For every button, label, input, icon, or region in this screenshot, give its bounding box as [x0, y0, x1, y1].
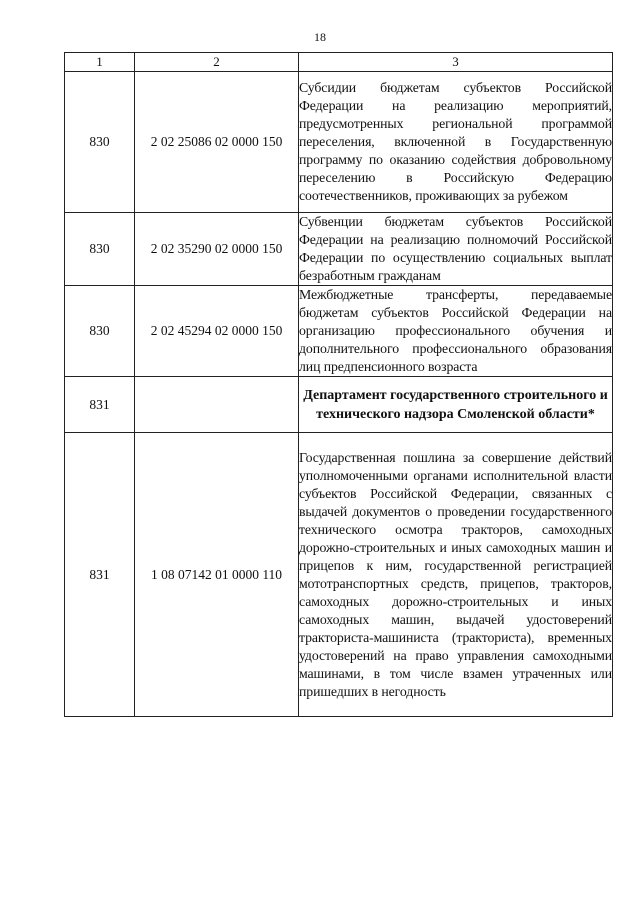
description-cell: Государственная пошлина за совершение действий уполномоченными органами исполнительной власти субъектов Российской Федерации, связанных с выдачей документов о проведении государственного технического осмотра тракторов, самоходных дорожно-строительных и иных самоходных машин и прицепов к ним, государственной регистрацией мототранспортных средств, прицепов, тракторов, самоходных дорожно-строительных и иных самоходных машин, выдачей удостоверений тракториста-машиниста (тракториста), временных удостоверений на право управления самоходными машинами, в том числе взамен утраченных или пришедших в негодность [299, 449, 612, 699]
kbk-code-cell: 2 02 35290 02 0000 150 [135, 213, 299, 286]
table-row-department-heading [65, 377, 613, 433]
table-row [65, 286, 613, 377]
table-header-row [65, 53, 613, 72]
table-row [65, 72, 613, 213]
column-header-2: 2 [135, 53, 299, 72]
table-row [65, 213, 613, 286]
kbk-code-cell: 1 08 07142 01 0000 110 [135, 433, 299, 717]
admin-code-cell: 830 [65, 213, 135, 286]
revenue-codes-table [64, 52, 613, 717]
description-cell: Межбюджетные трансферты, передаваемые бюджетам субъектов Российской Федерации на организацию профессионального обучения и дополнительного профессионального образования лиц предпенсионного возраста [299, 287, 612, 374]
kbk-code-cell [135, 377, 299, 433]
column-header-1: 1 [65, 53, 135, 72]
admin-code-cell: 831 [65, 433, 135, 717]
admin-code-cell: 830 [65, 72, 135, 213]
admin-code-cell: 830 [65, 286, 135, 377]
page-number: 18 [314, 30, 326, 44]
kbk-code-cell: 2 02 45294 02 0000 150 [135, 286, 299, 377]
table-row [65, 433, 613, 717]
kbk-code-cell: 2 02 25086 02 0000 150 [135, 72, 299, 213]
admin-code-cell: 831 [65, 377, 135, 433]
description-cell: Субсидии бюджетам субъектов Российской Федерации на реализацию мероприятий, предусмотренных региональной программой переселения, включенной в Государственную программу по оказанию содействия добровольному переселению в Российскую Федерацию соотечественников, проживающих за рубежом [299, 80, 612, 203]
column-header-3: 3 [299, 53, 613, 72]
description-cell: Субвенции бюджетам субъектов Российской Федерации на реализацию полномочий Российской Федерации по осуществлению социальных выплат безработным гражданам [299, 214, 612, 283]
department-heading: Департамент государственного строительного и технического надзора Смоленской области* [303, 387, 608, 422]
